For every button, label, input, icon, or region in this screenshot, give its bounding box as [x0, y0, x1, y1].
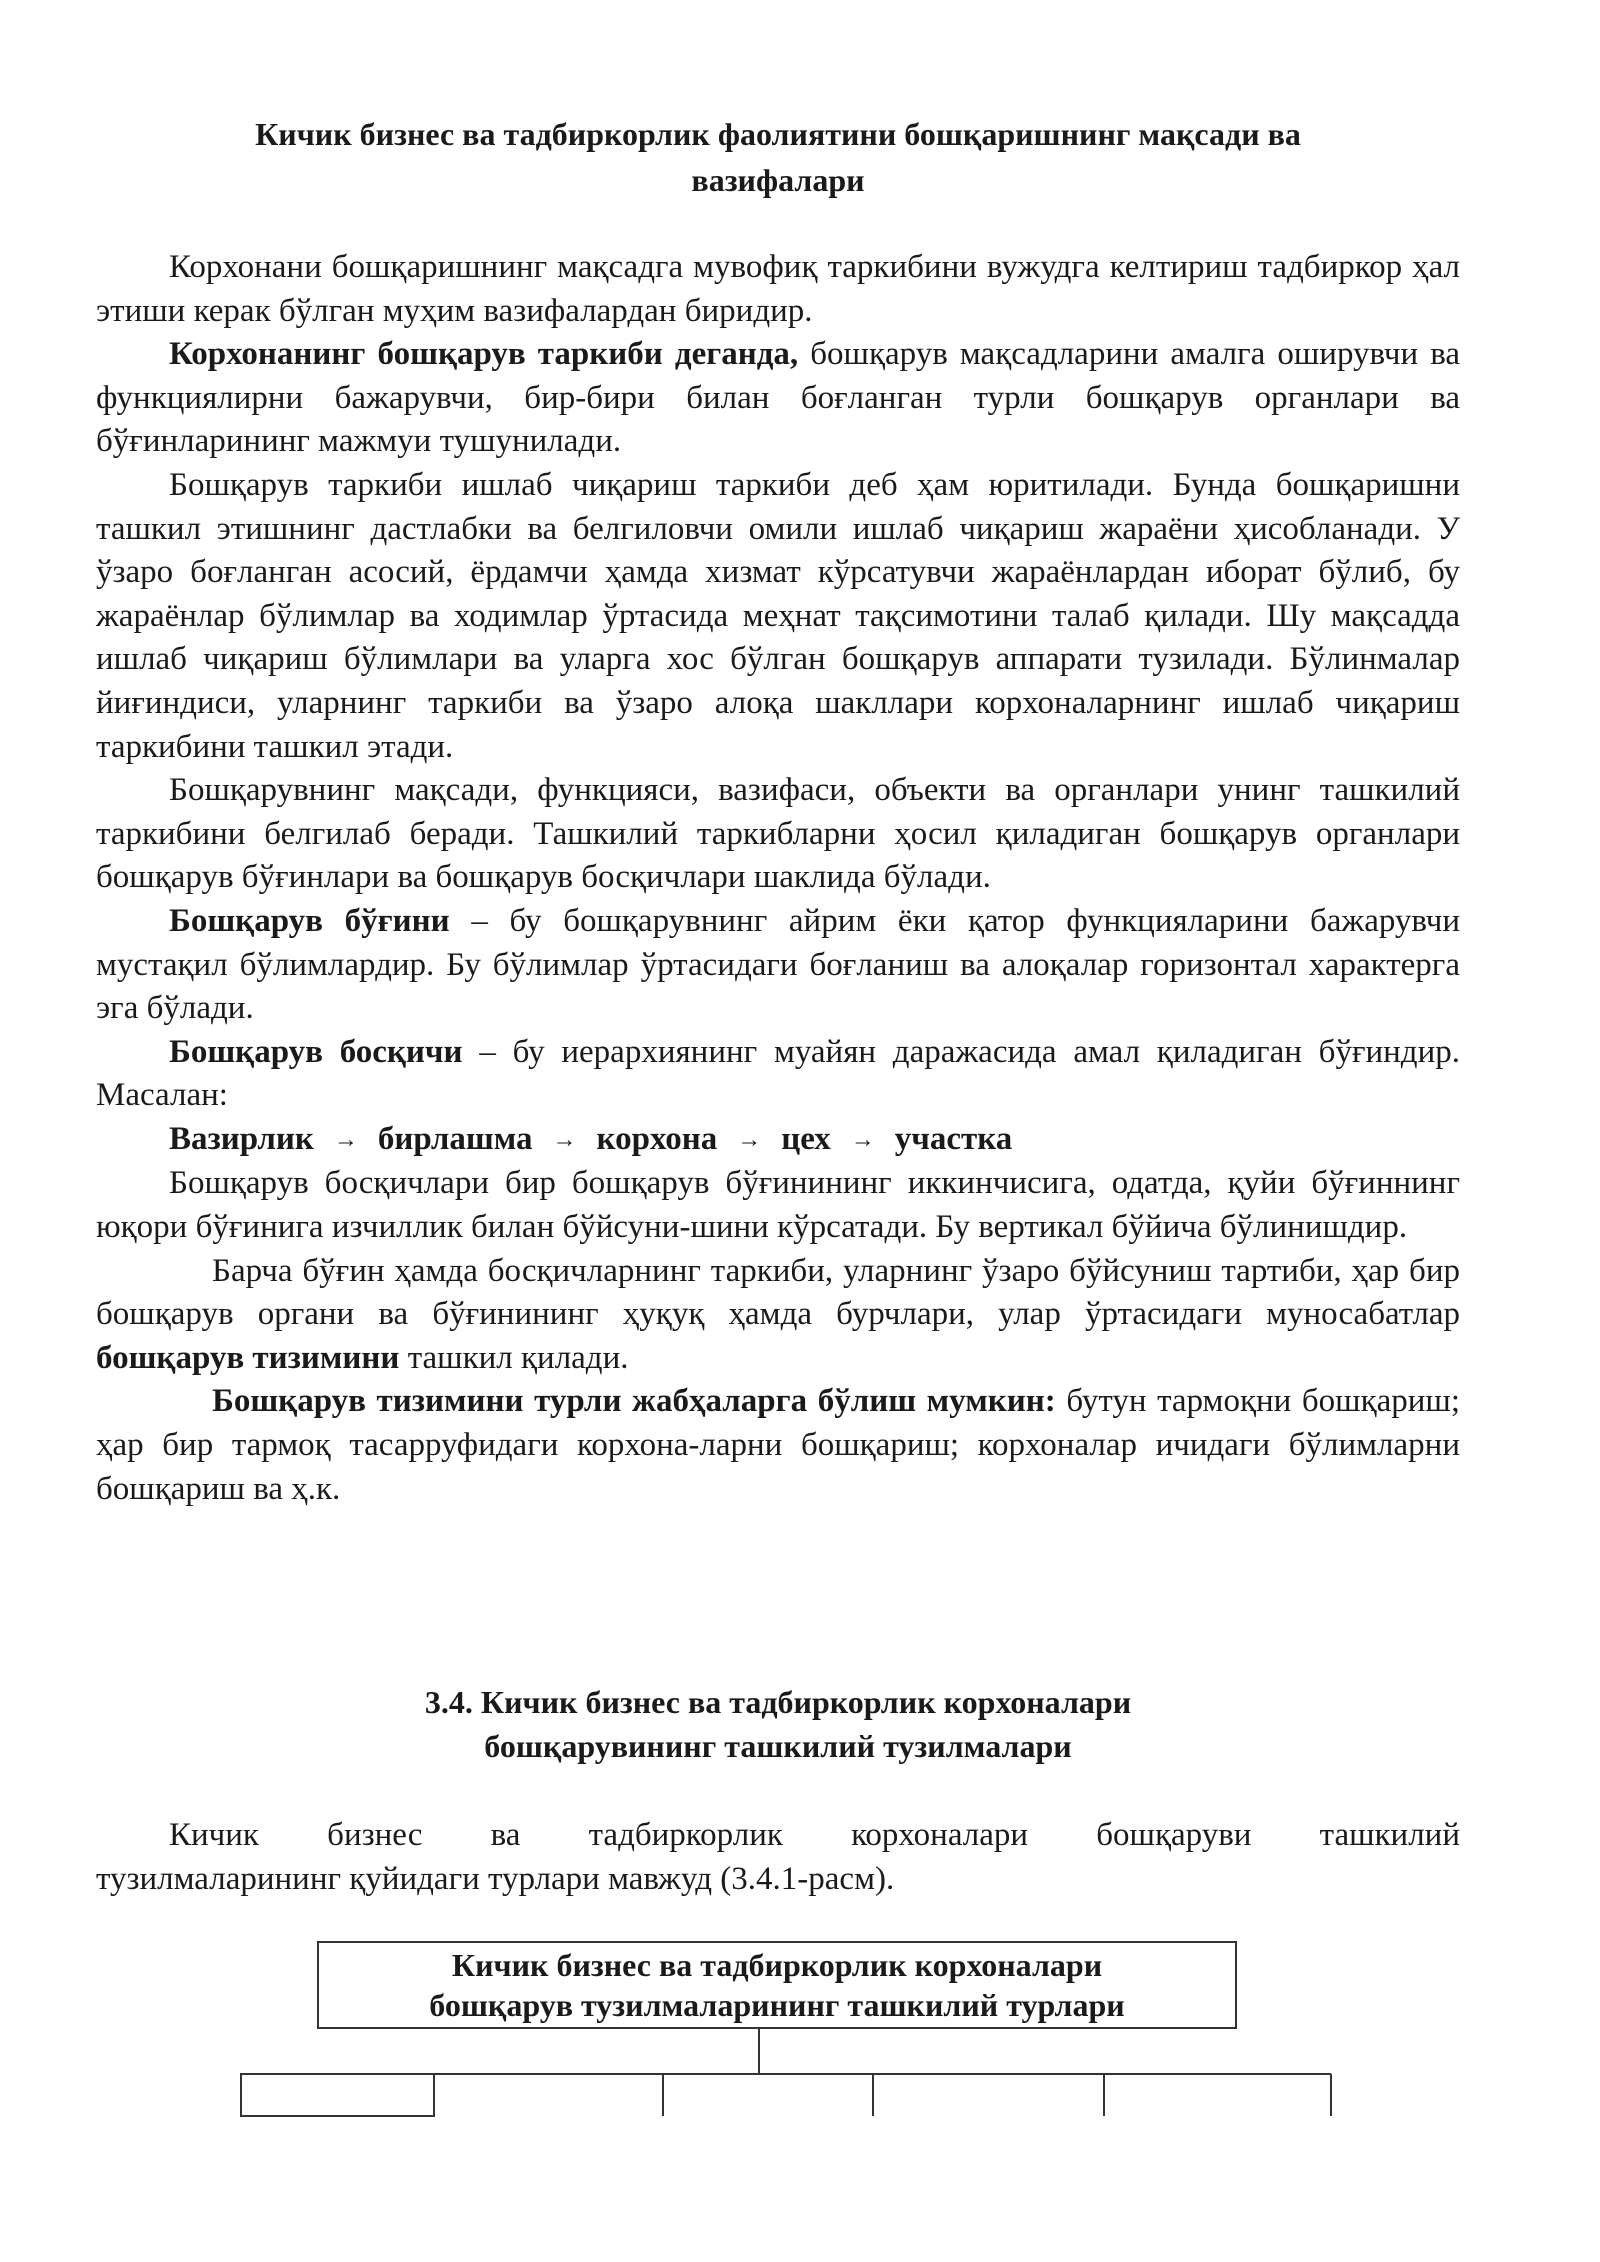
intro-line-1: Кичик бизнес ва тадбиркорлик корхоналари бошқаруви ташкилий	[169, 1817, 1460, 1853]
arrow-icon: →	[333, 1126, 358, 1153]
chain-item: участка	[894, 1120, 1013, 1157]
chain-item: корхона	[596, 1120, 718, 1157]
paragraph-3: Бошқарув таркиби ишлаб чиқариш таркиби деб ҳам юритилади. Бунда бошқаришни ташкил этишнинг дастлабки ва белгиловчи омили ишлаб чиқариш жараёни ҳисобланади. У ўзаро боғланган асосий, ёрдамчи ҳамда хизмат кўрсатувчи жараёнлардан иборат бўлиб, бу жараёнлар бўлимлар ва ходимлар ўртасида меҳнат тақсимотини талаб қилади. Шу мақсадда ишлаб чиқариш бўлимлари ва уларга хос бўлган бошқарув аппарати тузилади. Бўлинмалар йиғиндиси, уларнинг таркиби ва ўзаро алоқа шакллари корхоналарнинг ишлаб чиқариш таркибини ташкил этади.	[96, 466, 1460, 765]
arrow-icon: →	[552, 1126, 577, 1153]
arrow-icon: →	[737, 1126, 762, 1153]
heading-line-1: Кичик бизнес ва тадбиркорлик фаолиятини бошқаришнинг мақсади ва	[255, 116, 1301, 152]
term-link: Бошқарув бўғини	[169, 902, 450, 939]
paragraph-7: Бошқарув босқичлари бир бошқарув бўғинининг иккинчисига, одатда, қуйи бўғиннинг юқори бўғинига изчиллик билан бўйсуни-шини кўрсатади. Бу вертикал бўйича бўлинишдир.	[96, 1165, 1460, 1246]
section-heading-line-1: 3.4. Кичик бизнес ва тадбиркорлик корхоналари	[424, 1684, 1132, 1720]
chain-item: цех	[781, 1120, 831, 1157]
paragraph-6-text: – бу иерархиянинг муайян даражасида амал қиладиган бўғиндир. Масалан:	[96, 1033, 1460, 1114]
paragraph-2-text: бошқарув мақсадларини амалга оширувчи ва функциялирни бажарувчи, бир-бири билан боғланган турли бошқарув органлари ва бўғинларининг мажмуи тушунилади.	[96, 336, 1460, 460]
intro-line-2: тузилмаларининг қуйидаги турлари мавжуд (3.4.1-расм).	[96, 1860, 895, 1897]
term-structure: Корхонанинг бошқарув таркиби деганда,	[169, 336, 799, 373]
arrow-icon: →	[850, 1126, 875, 1153]
chain-item: бирлашма	[377, 1120, 533, 1157]
term-division: Бошқарув тизимини турли жабҳаларга бўлиш мумкин:	[212, 1383, 1056, 1420]
diagram-root-line-2: бошқарув тузилмаларининг ташкилий турлари	[429, 1987, 1125, 2023]
chain-item: Вазирлик	[169, 1120, 314, 1157]
heading-line-2: вазифалари	[691, 162, 865, 198]
paragraph-9-text: бутун тармоқни бошқариш; ҳар бир тармоқ тасарруфидаги корхона-ларни бошқариш; корхоналар ичидаги бўлимларни бошқариш ва ҳ.к.	[96, 1383, 1460, 1507]
section-heading-line-2: бошқарувининг ташкилий тузилмалари	[484, 1728, 1072, 1764]
paragraph-8-text: Барча бўғин ҳамда босқичларнинг таркиби, уларнинг ўзаро бўйсуниш тартиби, ҳар бир бошқарув органи ва бўғинининг ҳуқуқ ҳамда бурчлари, улар ўртасидаги муносабатлар	[96, 1252, 1460, 1333]
paragraph-1: Корхонани бошқаришнинг мақсадга мувофиқ таркибини вужудга келтириш тадбиркор ҳал этиши керак бўлган муҳим вазифалардан биридир.	[96, 249, 1460, 329]
paragraph-8-end: ташкил қилади.	[399, 1339, 629, 1376]
term-system: бошқарув тизимини	[96, 1339, 400, 1376]
diagram-child-box	[241, 2074, 434, 2116]
diagram-root-line-1: Кичик бизнес ва тадбиркорлик корхоналари	[451, 1947, 1103, 1983]
term-level: Бошқарув босқичи	[169, 1033, 463, 1070]
paragraph-4: Бошқарувнинг мақсади, функцияси, вазифаси, объекти ва органлари унинг ташкилий таркибини белгилаб беради. Ташкилий таркибларни ҳосил қиладиган бошқарув органлари бошқарув бўғинлари ва бошқарув босқичлари шаклида бўлади.	[96, 772, 1460, 896]
paragraph-5-text: – бу бошқарувнинг айрим ёки қатор функцияларини бажарувчи мустақил бўлимлардир. Бу бўлимлар ўртасидаги боғланиш ва алоқалар горизонтал характерга эга бўлади.	[96, 902, 1460, 1027]
